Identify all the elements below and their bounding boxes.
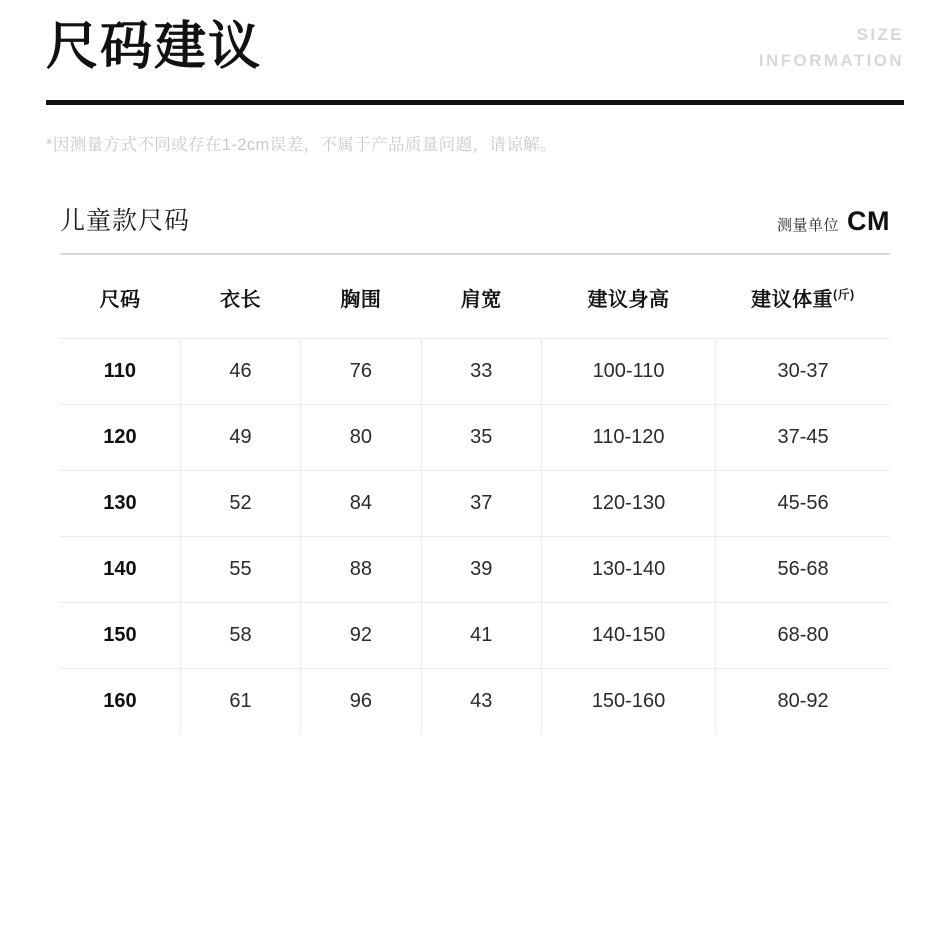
- cell-height: 140-150: [541, 603, 715, 669]
- cell-length: 46: [180, 339, 300, 405]
- cell-length: 49: [180, 405, 300, 471]
- page-title-english-line2: INFORMATION: [758, 50, 904, 70]
- column-header-shoulder-label: 肩宽: [460, 289, 502, 311]
- cell-length: 52: [180, 471, 300, 537]
- cell-shoulder: 39: [421, 537, 541, 603]
- cell-size: 120: [60, 405, 180, 471]
- cell-shoulder: 43: [421, 669, 541, 735]
- cell-weight: 30-37: [716, 339, 890, 405]
- table-row: [60, 471, 890, 537]
- cell-bust: 92: [301, 603, 421, 669]
- section-title: 儿童款尺码: [60, 207, 191, 235]
- cell-height: 120-130: [541, 471, 715, 537]
- size-table-wrapper: [60, 255, 890, 734]
- cell-height: 100-110: [541, 339, 715, 405]
- column-header-weight-label: 建议体重: [751, 289, 834, 311]
- cell-weight: 45-56: [716, 471, 890, 537]
- cell-length: 55: [180, 537, 300, 603]
- cell-weight: 37-45: [716, 405, 890, 471]
- cell-size: 150: [60, 603, 180, 669]
- column-header-bust: [301, 255, 421, 339]
- table-row: [60, 537, 890, 603]
- column-header-length-label: 衣长: [220, 289, 262, 311]
- column-header-weight: [716, 255, 890, 339]
- table-row: [60, 669, 890, 735]
- column-header-shoulder: [421, 255, 541, 339]
- cell-bust: 88: [301, 537, 421, 603]
- column-header-bust-label: 胸围: [340, 289, 382, 311]
- column-header-weight-unit: (斤): [833, 287, 855, 302]
- column-header-height-label: 建议身高: [587, 289, 670, 311]
- column-header-size: [60, 255, 180, 339]
- cell-weight: 80-92: [716, 669, 890, 735]
- page-header: [0, 0, 950, 92]
- table-header: [60, 255, 890, 339]
- cell-shoulder: 37: [421, 471, 541, 537]
- cell-size: 130: [60, 471, 180, 537]
- unit-value: CM: [847, 206, 890, 236]
- cell-bust: 76: [301, 339, 421, 405]
- table-row: [60, 339, 890, 405]
- cell-height: 130-140: [541, 537, 715, 603]
- cell-bust: 96: [301, 669, 421, 735]
- cell-height: 110-120: [541, 405, 715, 471]
- table-header-row: [60, 255, 890, 339]
- size-table: [60, 255, 890, 734]
- page-title-english-line1: SIZE: [856, 25, 904, 44]
- cell-bust: 80: [301, 405, 421, 471]
- cell-bust: 84: [301, 471, 421, 537]
- header-divider: [46, 100, 904, 105]
- cell-size: 140: [60, 537, 180, 603]
- table-row: [60, 603, 890, 669]
- cell-weight: 56-68: [716, 537, 890, 603]
- table-row: [60, 405, 890, 471]
- measurement-note: *因测量方式不同或存在1-2cm误差，不属于产品质量问题，请谅解。: [46, 136, 557, 154]
- column-header-height: [541, 255, 715, 339]
- table-body: [60, 339, 890, 735]
- cell-shoulder: 35: [421, 405, 541, 471]
- cell-size: 110: [60, 339, 180, 405]
- cell-shoulder: 41: [421, 603, 541, 669]
- cell-shoulder: 33: [421, 339, 541, 405]
- section-header: [60, 201, 890, 237]
- cell-height: 150-160: [541, 669, 715, 735]
- cell-size: 160: [60, 669, 180, 735]
- column-header-size-label: 尺码: [99, 289, 141, 311]
- column-header-length: [180, 255, 300, 339]
- measurement-unit: [777, 206, 890, 237]
- unit-label: 测量单位: [776, 217, 839, 234]
- cell-weight: 68-80: [716, 603, 890, 669]
- page-title: 尺码建议: [46, 18, 263, 76]
- cell-length: 61: [180, 669, 300, 735]
- cell-length: 58: [180, 603, 300, 669]
- page-title-english: [759, 22, 904, 73]
